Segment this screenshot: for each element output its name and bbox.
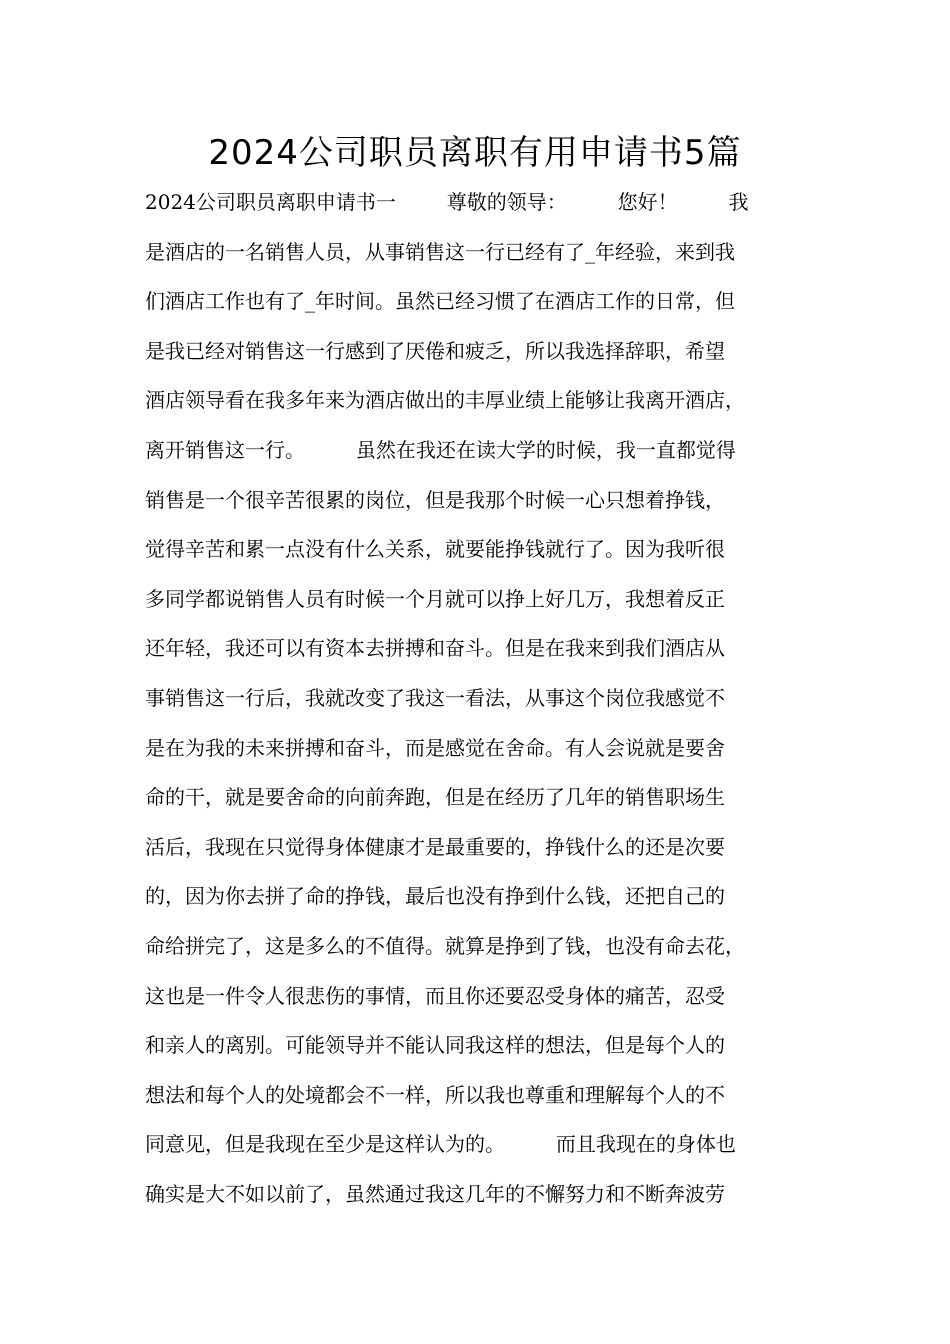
body-line: 是酒店的一名销售人员，从事销售这一行已经有了_年经验，来到我 (145, 239, 735, 264)
body-line: 命的干，就是要舍命的向前奔跑，但是在经历了几年的销售职场生 (145, 785, 725, 810)
body-line: 的，因为你去拼了命的挣钱，最后也没有挣到什么钱，还把自己的 (145, 884, 725, 909)
body-line: 这也是一件令人很悲伤的事情，而且你还要忍受身体的痛苦，忍受 (145, 983, 725, 1008)
document-body (145, 180, 825, 1221)
body-line: 2024公司职员离职申请书一 尊敬的领导： 您好！ 我 (145, 190, 749, 214)
body-line: 同意见，但是我现在至少是这样认为的。 而且我现在的身体也 (145, 1132, 736, 1157)
document-title: 2024公司职员离职有用申请书5篇 (208, 133, 742, 173)
body-line: 觉得辛苦和累一点没有什么关系，就要能挣钱就行了。因为我听很 (145, 537, 725, 562)
body-line: 想法和每个人的处境都会不一样，所以我也尊重和理解每个人的不 (145, 1082, 725, 1107)
body-line: 离开销售这一行。 虽然在我还在读大学的时候，我一直都觉得 (145, 437, 736, 462)
body-line: 命给拼完了，这是多么的不值得。就算是挣到了钱，也没有命去花， (145, 933, 745, 958)
body-line: 多同学都说销售人员有时候一个月就可以挣上好几万，我想着反正 (145, 586, 725, 611)
body-line: 是在为我的未来拼搏和奋斗，而是感觉在舍命。有人会说就是要舍 (145, 735, 725, 760)
body-line: 们酒店工作也有了_年时间。虽然已经习惯了在酒店工作的日常，但 (145, 289, 735, 314)
body-line: 活后，我现在只觉得身体健康才是最重要的，挣钱什么的还是次要 (145, 834, 725, 859)
body-line: 确实是大不如以前了，虽然通过我这几年的不懈努力和不断奔波劳 (145, 1181, 725, 1206)
body-line: 和亲人的离别。可能领导并不能认同我这样的想法，但是每个人的 (145, 1033, 725, 1058)
body-line: 酒店领导看在我多年来为酒店做出的丰厚业绩上能够让我离开酒店， (145, 388, 745, 413)
body-line: 是我已经对销售这一行感到了厌倦和疲乏，所以我选择辞职，希望 (145, 338, 725, 363)
body-line: 事销售这一行后，我就改变了我这一看法，从事这个岗位我感觉不 (145, 685, 725, 710)
body-line: 销售是一个很辛苦很累的岗位，但是我那个时候一心只想着挣钱， (145, 487, 725, 512)
body-line: 还年轻，我还可以有资本去拼搏和奋斗。但是在我来到我们酒店从 (145, 636, 725, 661)
